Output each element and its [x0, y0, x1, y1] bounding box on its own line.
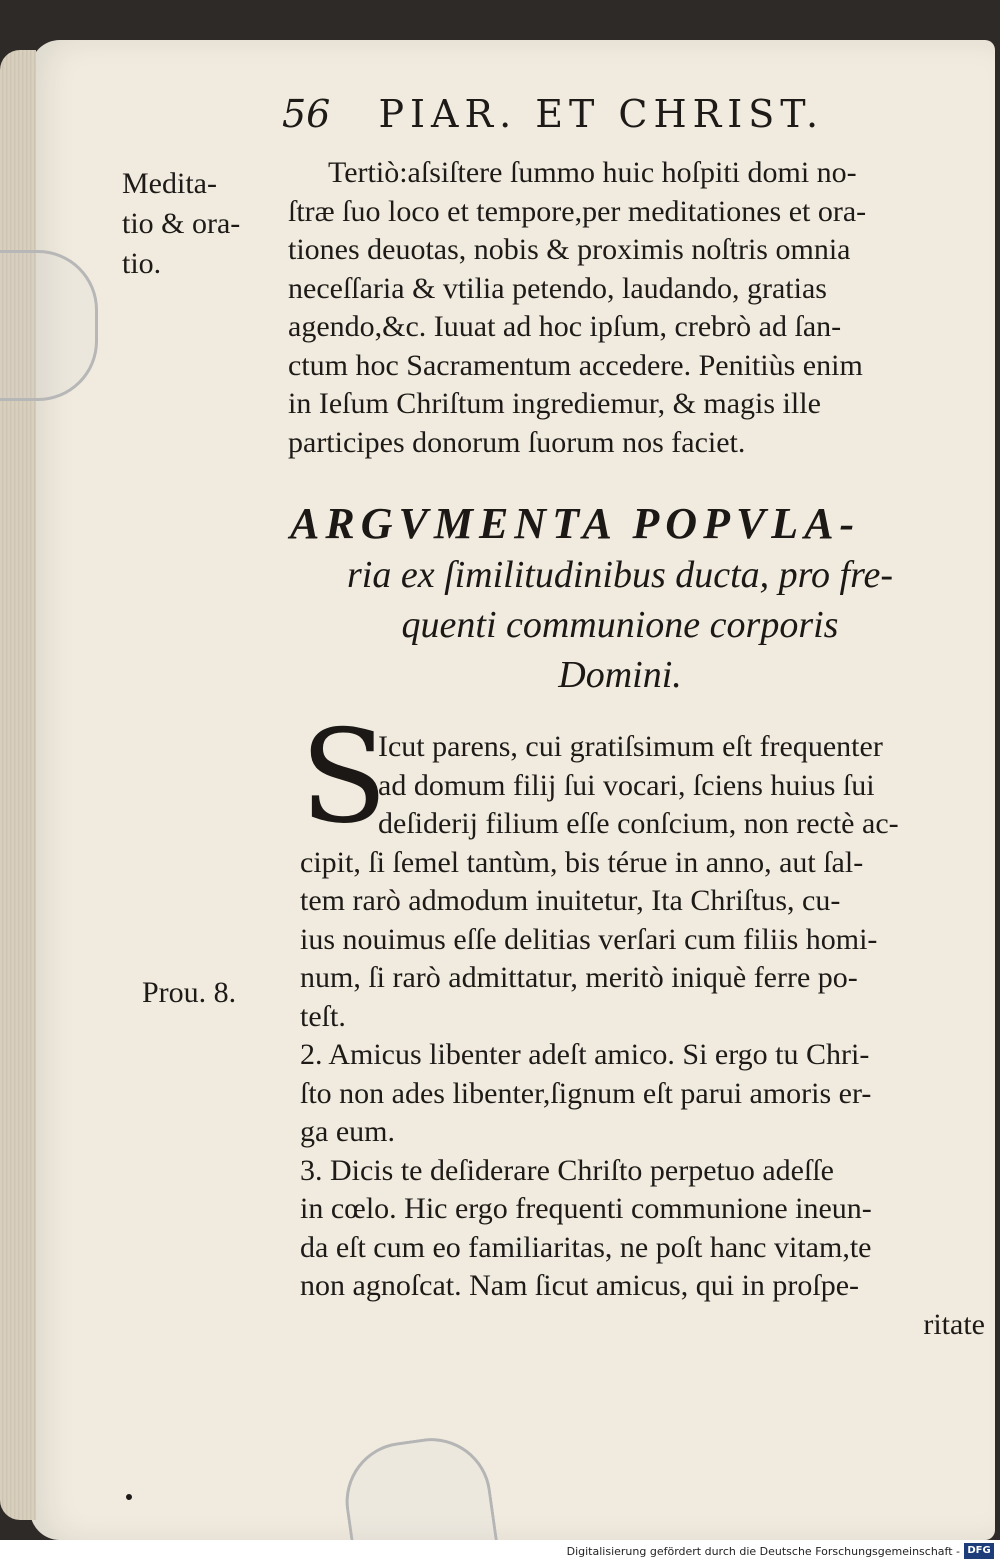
footer-credit: Digitalisierung gefördert durch die Deutsche Forschungsgemeinschaft -	[566, 1545, 960, 1558]
heading-line-4: Domini.	[558, 654, 682, 696]
margin-note-line: tio & ora-	[122, 207, 241, 240]
margin-note-meditatio	[122, 164, 240, 284]
text-line: agendo,&c. Iuuat ad hoc ipſum, crebrò ad ſan-	[288, 310, 842, 343]
text-line: neceſſaria & vtilia petendo, laudando, gratias	[288, 271, 827, 305]
ink-dot	[126, 1494, 132, 1500]
text-line: teſt.	[300, 999, 346, 1033]
text-line: ſtræ ſuo loco et tempore,per meditationes et ora-	[288, 194, 867, 228]
running-title: PIAR. ET CHRIST.	[378, 92, 825, 136]
text-line: num, ſi rarò admittatur, meritò iniquè ferre po-	[300, 961, 858, 994]
page-number: 56	[282, 92, 331, 136]
page-clip-left	[0, 250, 98, 401]
heading-line-1: ARGVMENTA POPVLA-	[290, 499, 861, 548]
dfg-logo-icon: DFG	[964, 1543, 994, 1559]
text-line: ctum hoc Sacramentum accedere. Penitiùs enim	[288, 348, 863, 382]
catchword: ritate	[923, 1307, 985, 1341]
text-line: Icut parens, cui gratiſsimum eſt frequenter	[378, 730, 883, 763]
text-line: 3. Dicis te deſiderare Chriſto perpetuo adeſſe	[300, 1153, 834, 1187]
text-line: 2. Amicus libenter adeſt amico. Si ergo tu Chri-	[300, 1038, 870, 1071]
text-line: tem rarò admodum inuitetur, Ita Chriſtus, cu-	[300, 884, 841, 917]
text-line: ad domum filij ſui vocari, ſciens huius ſui	[378, 768, 875, 802]
text-line: in Ieſum Chriſtum ingrediemur, & magis ille	[288, 387, 821, 420]
text-line: non agnoſcat. Nam ſicut amicus, qui in proſpe-	[300, 1269, 860, 1302]
text-line: participes donorum ſuorum nos faciet.	[288, 425, 746, 459]
margin-note-prou: Prou. 8.	[142, 976, 237, 1009]
drop-cap: S	[300, 703, 388, 852]
text-line: cipit, ſi ſemel tantùm, bis térue in anno, aut ſal-	[300, 845, 864, 879]
section-heading	[290, 498, 950, 700]
text-line: in cœlo. Hic ergo frequenti communione ineun-	[300, 1192, 872, 1225]
heading-line-2: ria ex ſimilitudinibus ducta, pro fre-	[346, 554, 894, 596]
text-line: ius nouimus eſſe delitias verſari cum filiis homi-	[300, 922, 878, 956]
text-line: da eſt cum eo familiaritas, ne poſt hanc vitam,te	[300, 1230, 872, 1264]
text-line: deſiderij filium eſſe conſcium, non rectè ac-	[378, 807, 899, 840]
margin-note-line: Medita-	[122, 167, 217, 200]
running-header	[282, 92, 902, 136]
text-line: tiones deuotas, nobis & proximis noſtris omnia	[288, 233, 851, 266]
margin-note-line: tio.	[122, 247, 162, 280]
paragraph-1	[288, 154, 978, 462]
text-line: Tertiò:aſsiſtere ſummo huic hoſpiti domi no-	[328, 156, 857, 189]
digitization-footer	[0, 1540, 1000, 1563]
paragraph-2	[300, 728, 985, 1344]
heading-line-3: quenti communione corporis	[401, 604, 839, 646]
text-line: ga eum.	[300, 1115, 395, 1148]
text-line: ſto non ades libenter,ſignum eſt parui amoris er-	[300, 1076, 872, 1110]
